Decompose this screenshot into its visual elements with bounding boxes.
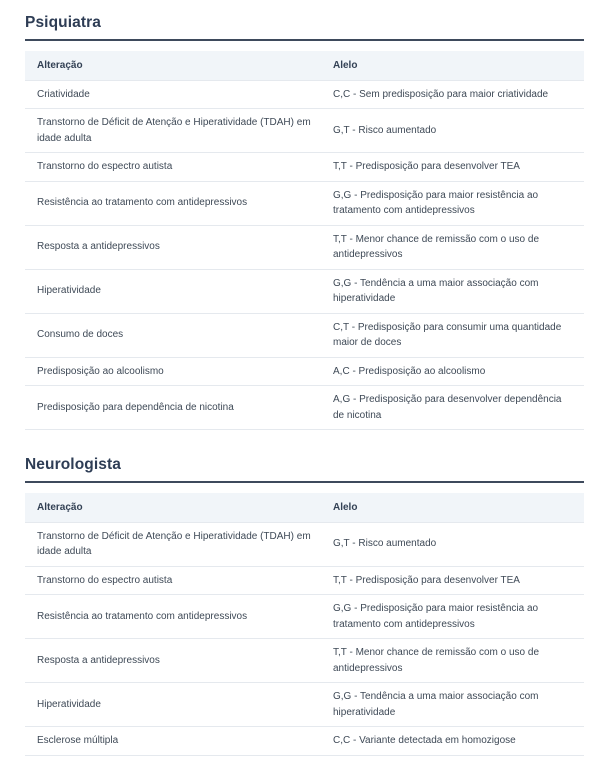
column-header-alteracao: Alteração: [25, 493, 321, 522]
data-table: [25, 493, 584, 756]
column-header-alteracao: Alteração: [25, 51, 321, 80]
table-row: [25, 566, 584, 595]
alelo-cell: A,G - Predisposição para desenvolver dependência de nicotina: [321, 386, 584, 430]
table-row: [25, 269, 584, 313]
title-underline: [25, 39, 584, 41]
table-row: [25, 313, 584, 357]
alteracao-cell: Predisposição ao alcoolismo: [25, 357, 321, 386]
alelo-cell: A,C - Predisposição ao alcoolismo: [321, 357, 584, 386]
table-row: [25, 386, 584, 430]
alelo-cell: G,G - Predisposição para maior resistência ao tratamento com antidepressivos: [321, 181, 584, 225]
alteracao-cell: Criatividade: [25, 80, 321, 109]
table-row: [25, 595, 584, 639]
section-title: Psiquiatra: [25, 14, 101, 31]
table-row: [25, 153, 584, 182]
alteracao-cell: Resistência ao tratamento com antidepressivos: [25, 181, 321, 225]
alelo-cell: T,T - Menor chance de remissão com o uso de antidepressivos: [321, 639, 584, 683]
section-title: Neurologista: [25, 456, 121, 473]
table-row: [25, 683, 584, 727]
alteracao-cell: Transtorno do espectro autista: [25, 153, 321, 182]
alteracao-cell: Hiperatividade: [25, 683, 321, 727]
table-row: [25, 639, 584, 683]
section-neurologista: [25, 456, 584, 756]
alelo-cell: T,T - Menor chance de remissão com o uso de antidepressivos: [321, 225, 584, 269]
table-row: [25, 109, 584, 153]
alteracao-cell: Transtorno de Déficit de Atenção e Hiperatividade (TDAH) em idade adulta: [25, 109, 321, 153]
data-table: [25, 51, 584, 430]
alelo-cell: G,G - Tendência a uma maior associação com hiperatividade: [321, 683, 584, 727]
table-body: [25, 80, 584, 430]
section-psiquiatra: [25, 14, 584, 430]
alelo-cell: C,C - Sem predisposição para maior criatividade: [321, 80, 584, 109]
alelo-cell: C,C - Variante detectada em homozigose: [321, 727, 584, 756]
table-body: [25, 522, 584, 755]
table-row: [25, 357, 584, 386]
alelo-cell: T,T - Predisposição para desenvolver TEA: [321, 566, 584, 595]
table-row: [25, 727, 584, 756]
alteracao-cell: Transtorno do espectro autista: [25, 566, 321, 595]
alelo-cell: T,T - Predisposição para desenvolver TEA: [321, 153, 584, 182]
alteracao-cell: Resposta a antidepressivos: [25, 225, 321, 269]
table-row: [25, 225, 584, 269]
alelo-cell: G,G - Tendência a uma maior associação com hiperatividade: [321, 269, 584, 313]
alelo-cell: G,G - Predisposição para maior resistência ao tratamento com antidepressivos: [321, 595, 584, 639]
column-header-alelo: Alelo: [321, 493, 584, 522]
title-underline: [25, 481, 584, 483]
alteracao-cell: Hiperatividade: [25, 269, 321, 313]
alelo-cell: G,T - Risco aumentado: [321, 522, 584, 566]
column-header-alelo: Alelo: [321, 51, 584, 80]
table-row: [25, 522, 584, 566]
alteracao-cell: Resistência ao tratamento com antidepressivos: [25, 595, 321, 639]
alteracao-cell: Transtorno de Déficit de Atenção e Hiperatividade (TDAH) em idade adulta: [25, 522, 321, 566]
table-header-row: [25, 493, 584, 522]
table-row: [25, 181, 584, 225]
table-header-row: [25, 51, 584, 80]
alteracao-cell: Predisposição para dependência de nicotina: [25, 386, 321, 430]
table-row: [25, 80, 584, 109]
alteracao-cell: Esclerose múltipla: [25, 727, 321, 756]
alteracao-cell: Consumo de doces: [25, 313, 321, 357]
alelo-cell: C,T - Predisposição para consumir uma quantidade maior de doces: [321, 313, 584, 357]
alelo-cell: G,T - Risco aumentado: [321, 109, 584, 153]
alteracao-cell: Resposta a antidepressivos: [25, 639, 321, 683]
